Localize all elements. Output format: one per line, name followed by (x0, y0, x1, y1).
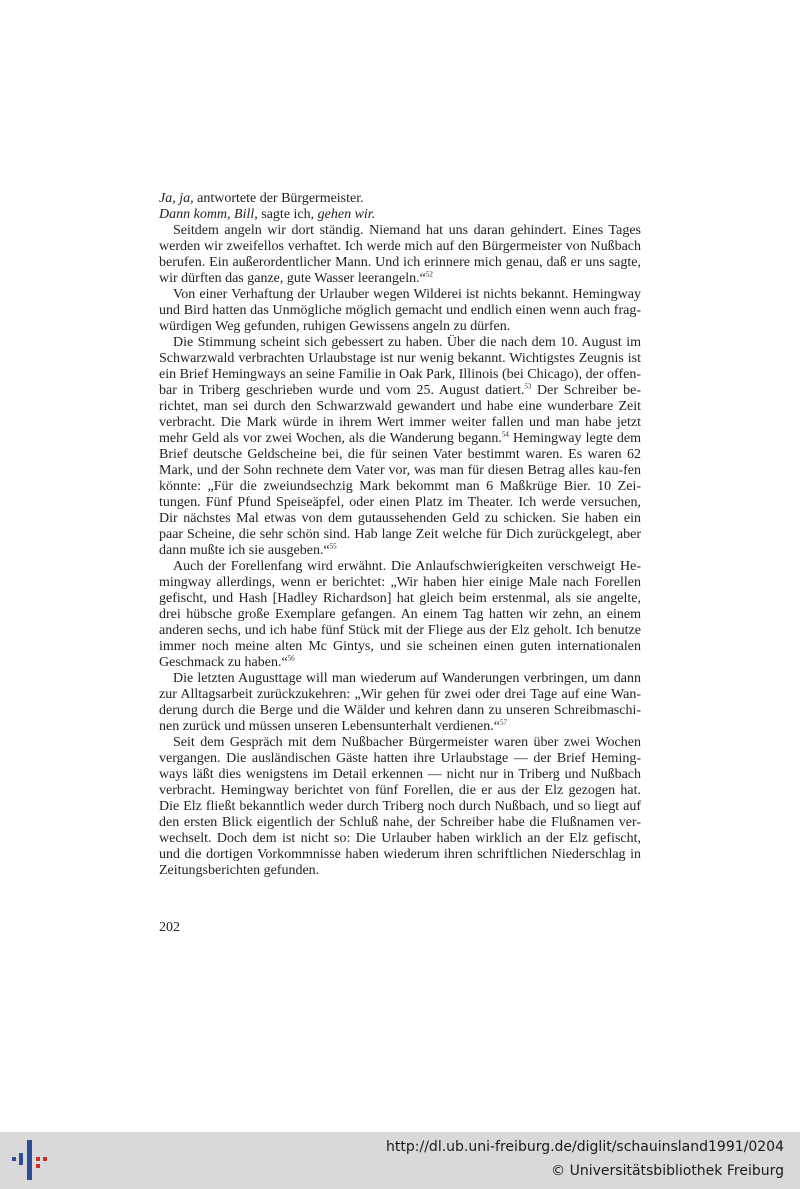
copyright-notice: © Universitätsbibliothek Freiburg (551, 1163, 784, 1179)
footnote-ref: 57 (499, 718, 507, 727)
body-text (159, 191, 641, 879)
page-number: 202 (159, 920, 180, 935)
paragraph-6: Seit dem Gespräch mit dem Nußbacher Bürgermeister waren über zwei Wochen vergangen. Die ausländischen Gäste hatten ihre Urlaubstage — der Brief Heming-ways läßt dies wenigstens im Detail erkennen — nicht nur in Triberg und Nußbach verbracht. Hemingway berichtet von fünf Forellen, die er aus der Elz gezogen hat. Die Elz fließt bekanntlich weder durch Triberg noch durch Nußbach, und so liegt auf den ersten Blick eigentlich der Schluß nahe, der Schreiber habe die Flußnamen ver-wechselt. Doch dem ist nicht so: Die Urlauber haben wirklich an der Elz gefischt, und die dortigen Vorkommnisse haben wiederum ihren schriftlichen Niederschlag in Zeitungsberichten gefunden. (159, 735, 641, 878)
dialog-text: antwortete der Bürgermeister. (193, 191, 364, 206)
source-url-link[interactable]: http://dl.ub.uni-freiburg.de/diglit/schauinsland1991/0204 (386, 1139, 784, 1155)
footnote-ref: 53 (524, 382, 532, 391)
paragraph-1: Seitdem angeln wir dort ständig. Niemand hat uns daran gehindert. Eines Tages werden wir zweifellos verhaftet. Ich werde mich auf den Bürgermeister von Nußbach berufen. Ein außerordentlicher Mann. Und ich erinnere mich genau, daß er uns sagte, wir dürften das ganze, gute Wasser leerangeln.“$^{52}$ (159, 223, 641, 286)
paragraph-4: Auch der Forellenfang wird erwähnt. Die Anlaufschwierigkeiten verschweigt He-mingway allerdings, wenn er berichtet: „Wir haben hier einige Male nach Forellen gefischt, und Hash [Hadley Richardson] hat gleich beim erstenmal, als sie angelte, drei hübsche große Exemplare gefangen. An einem Tag hatten wir zehn, an einem anderen sechs, und ich habe fünf Stück mit der Fliege aus der Elz geholt. Ich benutze immer noch meine alten Mc Gintys, und sie scheinen einen guten internationalen Geschmack zu haben.“$^{56}$ (159, 559, 641, 670)
footnote-ref: 55 (329, 542, 337, 551)
dialog-italic: gehen wir. (317, 207, 376, 222)
footnote-ref: 56 (287, 654, 295, 663)
paragraph-2: Von einer Verhaftung der Urlauber wegen Wilderei ist nichts bekannt. Hemingway und Bird hatten das Unmögliche möglich gemacht und endlich einen wenn auch frag-würdigen Weg gefunden, ruhigen Gewissens angeln zu dürfen. (159, 287, 641, 334)
dialog-italic: Dann komm, Bill, (159, 207, 258, 222)
paragraph-3: Die Stimmung scheint sich gebessert zu haben. Über die nach dem 10. August im Schwarzwald verbrachten Urlaubstage ist nur wenig bekannt. Wichtigstes Zeugnis ist ein Brief Hemingways an seine Familie in Oak Park, Illinois (bei Chicago), der offen-bar in Triberg geschrieben wurde und vom 25. August datiert.$^{53}$ Der Schreiber be-richtet, man sei durch den Schwarzwald gewandert und habe eine wunderbare Zeit verbracht. Die Mark würde in ihrem Wert immer weiter fallen und man habe jetzt mehr Geld als vor zwei Wochen, als die Wanderung begann.$^{54}$ Hemingway legte dem Brief deutsche Geldscheine bei, die für seinen Vater bestimmt waren. Es waren 62 Mark, und der Sohn rechnete dem Vater vor, was man für diesen Betrag alles kau-fen könnte: „Für die zweiundsechzig Mark bekommt man 6 Maßkrüge Bier. 10 Zei-tungen. Fünf Pfund Speiseäpfel, oder einen Platz im Theater. Ich werde versuchen, Dir nächstes Mal etwas von dem gutaussehenden Geld zu schicken. Sie haben ein paar Scheine, die sehr schön sind. Hab lange Zeit welche für Dich zurückgelegt, aber dann mußte ich sie ausgeben.“$^{55}$ (159, 335, 641, 558)
footer-bar (0, 1132, 800, 1189)
ub-freiburg-logo-icon[interactable] (9, 1140, 53, 1180)
dialog-line-1 (159, 191, 641, 207)
footnote-ref: 52 (425, 270, 433, 279)
footnote-ref: 54 (501, 430, 509, 439)
dialog-line-2 (159, 207, 641, 223)
dialog-italic: Ja, ja, (159, 191, 194, 206)
dialog-text: sagte ich, (257, 207, 318, 222)
paragraph-5: Die letzten Augusttage will man wiederum auf Wanderungen verbringen, um dann zur Alltagsarbeit zurückzukehren: „Wir gehen für zwei oder drei Tage auf eine Wan-derung durch die Berge und die Wälder und kehren dann zu unseren Schreibmaschi-nen zurück und müssen unseren Lebensunterhalt verdienen.“$^{57}$ (159, 671, 641, 734)
